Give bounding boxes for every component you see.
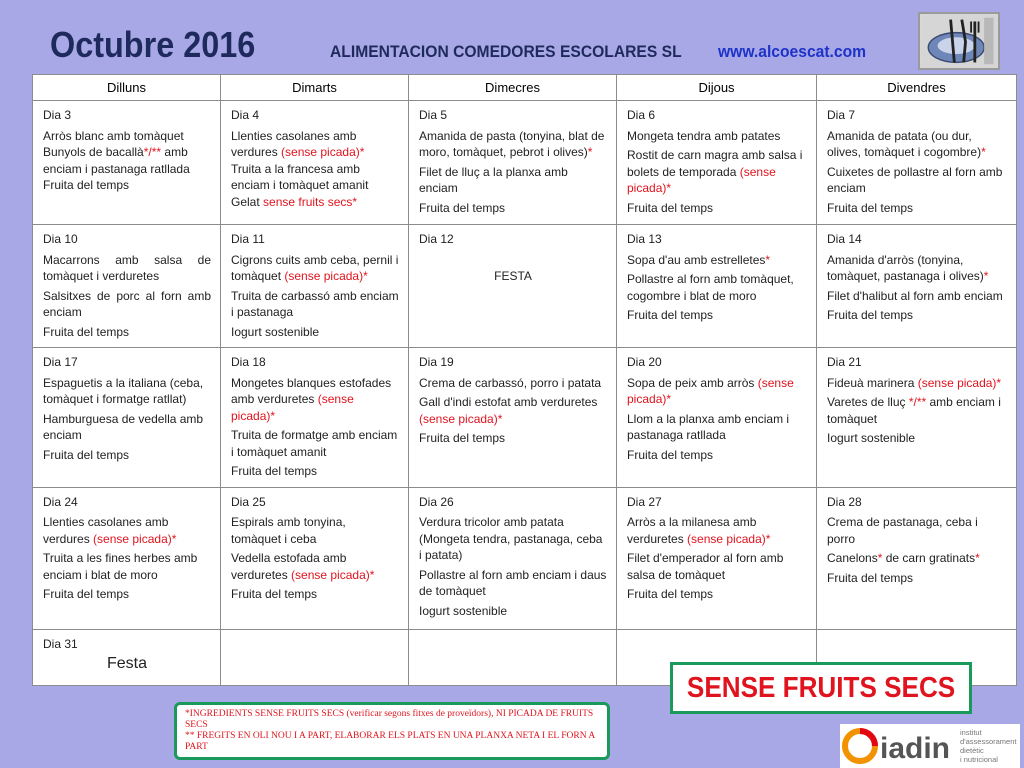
day-label: Dia 11 <box>231 232 265 246</box>
day-cell <box>617 487 817 629</box>
iadin-logo-text: iadin <box>880 732 951 765</box>
dish: Fruita del temps <box>627 447 714 462</box>
day-cell <box>33 629 221 685</box>
day-label: Dia 3 <box>43 108 72 122</box>
dish: Llom a la planxa amb enciam i pastanaga ratllada <box>627 411 790 442</box>
header-dimarts: Dimarts <box>221 75 409 101</box>
day-label: Dia 4 <box>231 108 260 122</box>
day-cell <box>817 348 1017 488</box>
dish: Fruita del temps <box>827 570 914 585</box>
day-cell <box>617 225 817 348</box>
dish: Mongeta tendra amb patates <box>627 128 781 143</box>
table-row <box>33 348 1017 488</box>
day-label: Dia 31 <box>43 636 78 651</box>
dish: Filet d'emperador al forn amb salsa de tomàquet <box>627 551 784 582</box>
dish: Cuixetes de pollastre al forn amb enciam <box>827 164 1003 195</box>
dish: Fideuà marinera (sense picada)* <box>827 375 1002 390</box>
day-label: Dia 12 <box>419 232 454 246</box>
dish: Varetes de lluç */** amb enciam i tomàquet <box>827 395 1001 426</box>
day-cell <box>221 348 409 488</box>
header-dijous: Dijous <box>617 75 817 101</box>
day-cell <box>617 348 817 488</box>
holiday-label: Festa <box>107 655 148 672</box>
day-cell <box>221 225 409 348</box>
dish: Crema de pastanaga, ceba i porro <box>827 515 978 546</box>
svg-text:institut: institut <box>960 728 982 737</box>
dish: Fruita del temps <box>419 200 506 215</box>
dish: Macarrons amb salsa de tomàquet i verduretes <box>43 252 211 283</box>
day-label: Dia 5 <box>419 108 448 122</box>
dish: Fruita del temps <box>627 587 714 601</box>
dish: Salsitxes de porc al forn amb enciam <box>43 288 211 319</box>
day-cell <box>409 101 617 225</box>
dish: Fruita del temps <box>231 587 318 601</box>
day-cell <box>409 348 617 488</box>
dish: Amanida d'arròs (tonyina, tomàquet, pastanaga i olives)* <box>827 252 989 283</box>
day-cell <box>33 487 221 629</box>
weekly-menu-table <box>32 74 1017 686</box>
dish: Fruita del temps <box>627 308 714 322</box>
iadin-logo <box>840 724 1020 768</box>
dish: Gall d'indi estofat amb verduretes (sense picada)* <box>419 395 598 426</box>
day-label: Dia 18 <box>231 355 266 369</box>
day-label: Dia 27 <box>627 494 662 509</box>
dish: Fruita del temps <box>627 200 714 215</box>
day-label: Dia 19 <box>419 355 454 369</box>
dish: Filet de lluç a la planxa amb enciam <box>419 164 568 195</box>
table-row <box>33 101 1017 225</box>
dish: Truita de formatge amb enciam i tomàquet amanit <box>231 428 398 459</box>
day-label: Dia 26 <box>419 494 454 509</box>
dish: Fruita del temps <box>231 464 318 478</box>
svg-text:d'assessorament: d'assessorament <box>960 737 1017 746</box>
company-url-link[interactable]: www.alcoescat.com <box>718 42 867 61</box>
dish: Fruita del temps <box>43 447 130 462</box>
dish: Fruita del temps <box>43 587 130 601</box>
dish: Arròs a la milanesa amb verduretes (sense picada)* <box>627 515 771 546</box>
page-title: Octubre 2016 <box>50 24 256 65</box>
header-dilluns: Dilluns <box>33 75 221 101</box>
dish: Amanida de pasta (tonyina, blat de moro, tomàquet, pebrot i olives)* <box>419 128 605 159</box>
day-label: Dia 7 <box>827 108 856 122</box>
dish: Iogurt sostenible <box>419 603 508 618</box>
day-cell <box>33 101 221 225</box>
dish: Fruita del temps <box>827 308 914 322</box>
day-cell <box>221 487 409 629</box>
dish: Espirals amb tonyina, tomàquet i ceba <box>231 515 346 546</box>
day-label: Dia 13 <box>627 232 662 246</box>
dish: Llenties casolanes amb verdures (sense picada)* Truita a la francesa amb enciam i tomàquet amanit Gelat sense fruits secs* <box>231 128 369 209</box>
dish: Pollastre al forn amb enciam i daus de tomàquet <box>419 567 607 598</box>
day-cell <box>817 225 1017 348</box>
empty-cell <box>409 629 617 685</box>
day-cell <box>33 348 221 488</box>
day-label: Dia 20 <box>627 355 662 369</box>
dish: Crema de carbassó, porro i patata <box>419 375 602 390</box>
footnote-line: *INGREDIENTS SENSE FRUITS SECS (verificar segons fitxes de proveïdors), NI PICADA DE FRUITS SECS <box>185 709 594 730</box>
day-cell <box>409 487 617 629</box>
dish: Verdura tricolor amb patata (Mongeta tendra, pastanaga, ceba i patata) <box>419 515 603 562</box>
day-cell <box>817 101 1017 225</box>
header-dimecres: Dimecres <box>409 75 617 101</box>
table-row <box>33 225 1017 348</box>
svg-text:dietètic: dietètic <box>960 746 984 755</box>
dish: Canelons* de carn gratinats* <box>827 551 980 565</box>
empty-cell <box>221 629 409 685</box>
dish: Mongetes blanques estofades amb verduretes (sense picada)* <box>231 375 392 423</box>
dish: Amanida de patata (ou dur, olives, tomàquet i cogombre)* <box>827 128 986 159</box>
dish: Iogurt sostenible <box>231 324 320 339</box>
dish: Vedella estofada amb verduretes (sense picada)* <box>231 551 375 582</box>
dish: Fruita del temps <box>43 324 130 339</box>
footnote-box <box>174 702 610 760</box>
svg-text:i nutricional: i nutricional <box>960 755 998 764</box>
dish: Pollastre al forn amb tomàquet, cogombre i blat de moro <box>627 272 794 303</box>
dish: Hamburguesa de vedella amb enciam <box>43 411 204 442</box>
header-divendres: Divendres <box>817 75 1017 101</box>
footnote-line: ** FREGITS EN OLI NOU I A PART, ELABORAR ELS PLATS EN UNA PLANXA NETA I EL FORN A PART <box>185 731 595 752</box>
nut-free-badge: SENSE FRUITS SECS <box>670 662 972 714</box>
dish: Llenties casolanes amb verdures (sense picada)* <box>43 515 177 546</box>
dish: Rostit de carn magra amb salsa i bolets de temporada (sense picada)* <box>627 148 803 195</box>
day-cell <box>617 101 817 225</box>
day-cell <box>33 225 221 348</box>
day-cell <box>221 101 409 225</box>
day-label: Dia 14 <box>827 232 862 246</box>
day-cell <box>817 487 1017 629</box>
day-label: Dia 24 <box>43 494 78 509</box>
dish: Sopa de peix amb arròs (sense picada)* <box>627 375 794 406</box>
dish: Filet d'halibut al forn amb enciam <box>827 288 1003 303</box>
day-label: Dia 17 <box>43 355 78 369</box>
dish: Truita de carbassó amb enciam i pastanaga <box>231 288 399 319</box>
dish: Truita a les fines herbes amb enciam i blat de moro <box>43 551 198 582</box>
holiday-label: FESTA <box>494 268 532 283</box>
day-label: Dia 6 <box>627 108 656 122</box>
dish: Fruita del temps <box>419 431 506 445</box>
dish: Sopa d'au amb estrelletes* <box>627 252 771 267</box>
day-label: Dia 21 <box>827 355 862 369</box>
table-header-row <box>33 75 1017 101</box>
day-label: Dia 25 <box>231 494 266 509</box>
dish: Iogurt sostenible <box>827 431 916 445</box>
cutlery-logo-icon <box>918 12 1000 70</box>
dish: Cigrons cuits amb ceba, pernil i tomàquet (sense picada)* <box>231 252 399 283</box>
day-label: Dia 10 <box>43 232 78 246</box>
dish: Espaguetis a la italiana (ceba, tomàquet i formatge ratllat) <box>43 375 204 406</box>
dish: Arròs blanc amb tomàquet Bunyols de bacallà*/** amb enciam i pastanaga ratllada Fruita del temps <box>43 128 190 192</box>
day-cell <box>409 225 617 348</box>
table-row <box>33 487 1017 629</box>
day-label: Dia 28 <box>827 494 862 509</box>
dish: Fruita del temps <box>827 200 914 215</box>
company-name: ALIMENTACION COMEDORES ESCOLARES SL <box>330 42 682 61</box>
